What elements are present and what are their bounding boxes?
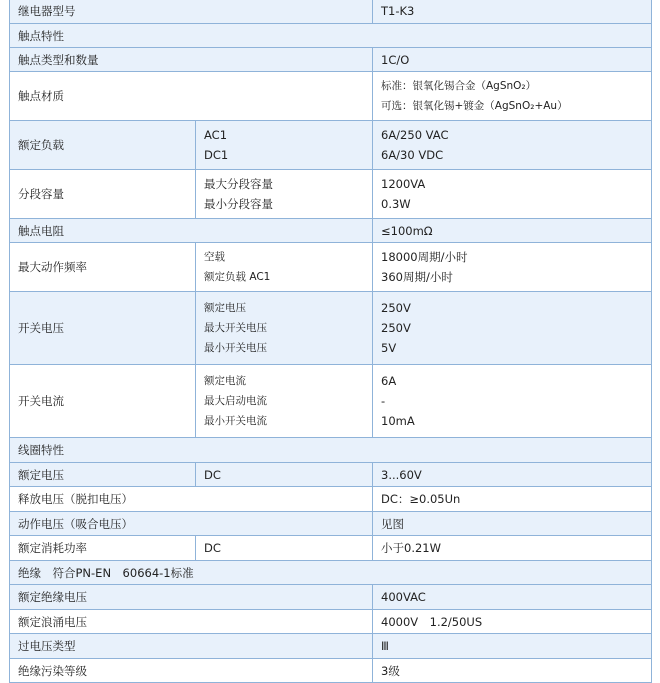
row-label: 过电压类型 <box>10 634 373 659</box>
row-label: 触点材质 <box>10 72 373 121</box>
row-value: Ⅲ <box>373 634 652 659</box>
row-value: 小于0.21W <box>373 536 652 561</box>
table-row <box>10 243 652 292</box>
value-line: 250V <box>381 301 411 315</box>
sub-line: 额定负载 AC1 <box>204 271 271 283</box>
row-value <box>373 292 652 365</box>
table-row <box>10 536 652 561</box>
sub-line: 最大启动电流 <box>204 395 267 407</box>
value-line: 可选：银氧化锡+镀金（AgSnO₂+Au） <box>381 100 568 112</box>
sub-line: 额定电压 <box>204 302 246 314</box>
row-sub <box>196 121 373 170</box>
row-value <box>373 121 652 170</box>
table-row <box>10 659 652 683</box>
section-header <box>10 561 652 585</box>
table-row <box>10 292 652 365</box>
sub-line: 额定电流 <box>204 375 246 387</box>
sub-line: 最小开关电压 <box>204 342 267 354</box>
table-row <box>10 219 652 243</box>
row-sub: DC <box>196 536 373 561</box>
table-row <box>10 512 652 536</box>
row-label: 开关电压 <box>10 292 196 365</box>
table-row <box>10 170 652 219</box>
value-line: 6A/250 VAC <box>381 128 449 142</box>
row-value: 4000V 1.2/50US <box>373 610 652 634</box>
row-sub: DC <box>196 463 373 487</box>
row-label: 开关电流 <box>10 365 196 438</box>
value-line: - <box>381 394 386 408</box>
sub-line: DC1 <box>204 148 229 162</box>
row-value: 3...60V <box>373 463 652 487</box>
section-header <box>10 24 652 48</box>
value-line: 6A <box>381 374 397 388</box>
sub-line: 最小分段容量 <box>204 197 273 211</box>
table-row <box>10 585 652 610</box>
row-label: 分段容量 <box>10 170 196 219</box>
sub-line: AC1 <box>204 128 228 142</box>
row-label: 额定浪涌电压 <box>10 610 373 634</box>
table-row <box>10 48 652 72</box>
section-title: 触点特性 <box>10 24 652 48</box>
row-value: T1-K3 <box>373 0 652 24</box>
row-value <box>373 243 652 292</box>
value-line: 5V <box>381 341 397 355</box>
row-value: DC：≥0.05Un <box>373 487 652 512</box>
sub-line: 最小开关电流 <box>204 415 267 427</box>
value-line: 360周期/小时 <box>381 270 453 284</box>
table-row <box>10 365 652 438</box>
row-label: 释放电压（脱扣电压） <box>10 487 373 512</box>
section-title: 绝缘 符合PN-EN 60664-1标准 <box>10 561 652 585</box>
section-header <box>10 438 652 463</box>
row-label: 触点类型和数量 <box>10 48 373 72</box>
table-row <box>10 610 652 634</box>
table-row <box>10 0 652 24</box>
row-sub <box>196 365 373 438</box>
table-row <box>10 634 652 659</box>
sub-line: 空载 <box>204 251 225 263</box>
spec-table <box>9 0 652 683</box>
row-label: 额定绝缘电压 <box>10 585 373 610</box>
table-row <box>10 121 652 170</box>
row-value: 3级 <box>373 659 652 683</box>
row-value <box>373 72 652 121</box>
row-value <box>373 170 652 219</box>
row-sub <box>196 292 373 365</box>
row-label: 继电器型号 <box>10 0 373 24</box>
row-label: 最大动作频率 <box>10 243 196 292</box>
row-value: 400VAC <box>373 585 652 610</box>
value-line: 18000周期/小时 <box>381 250 468 264</box>
row-sub <box>196 170 373 219</box>
row-label: 触点电阻 <box>10 219 373 243</box>
row-label: 额定电压 <box>10 463 196 487</box>
value-line: 标准：银氧化锡合金（AgSnO₂） <box>381 80 537 92</box>
table-row <box>10 487 652 512</box>
sub-line: 最大分段容量 <box>204 177 273 191</box>
row-sub <box>196 243 373 292</box>
row-label: 动作电压（吸合电压） <box>10 512 373 536</box>
row-label: 额定消耗功率 <box>10 536 196 561</box>
value-line: 1200VA <box>381 177 426 191</box>
table-row <box>10 72 652 121</box>
row-value: ≤100mΩ <box>373 219 652 243</box>
row-value <box>373 365 652 438</box>
section-title: 线圈特性 <box>10 438 652 463</box>
value-line: 0.3W <box>381 197 411 211</box>
value-line: 10mA <box>381 414 415 428</box>
row-value: 见图 <box>373 512 652 536</box>
row-label: 额定负载 <box>10 121 196 170</box>
row-label: 绝缘污染等级 <box>10 659 373 683</box>
row-value: 1C/O <box>373 48 652 72</box>
value-line: 250V <box>381 321 411 335</box>
sub-line: 最大开关电压 <box>204 322 267 334</box>
value-line: 6A/30 VDC <box>381 148 444 162</box>
table-row <box>10 463 652 487</box>
